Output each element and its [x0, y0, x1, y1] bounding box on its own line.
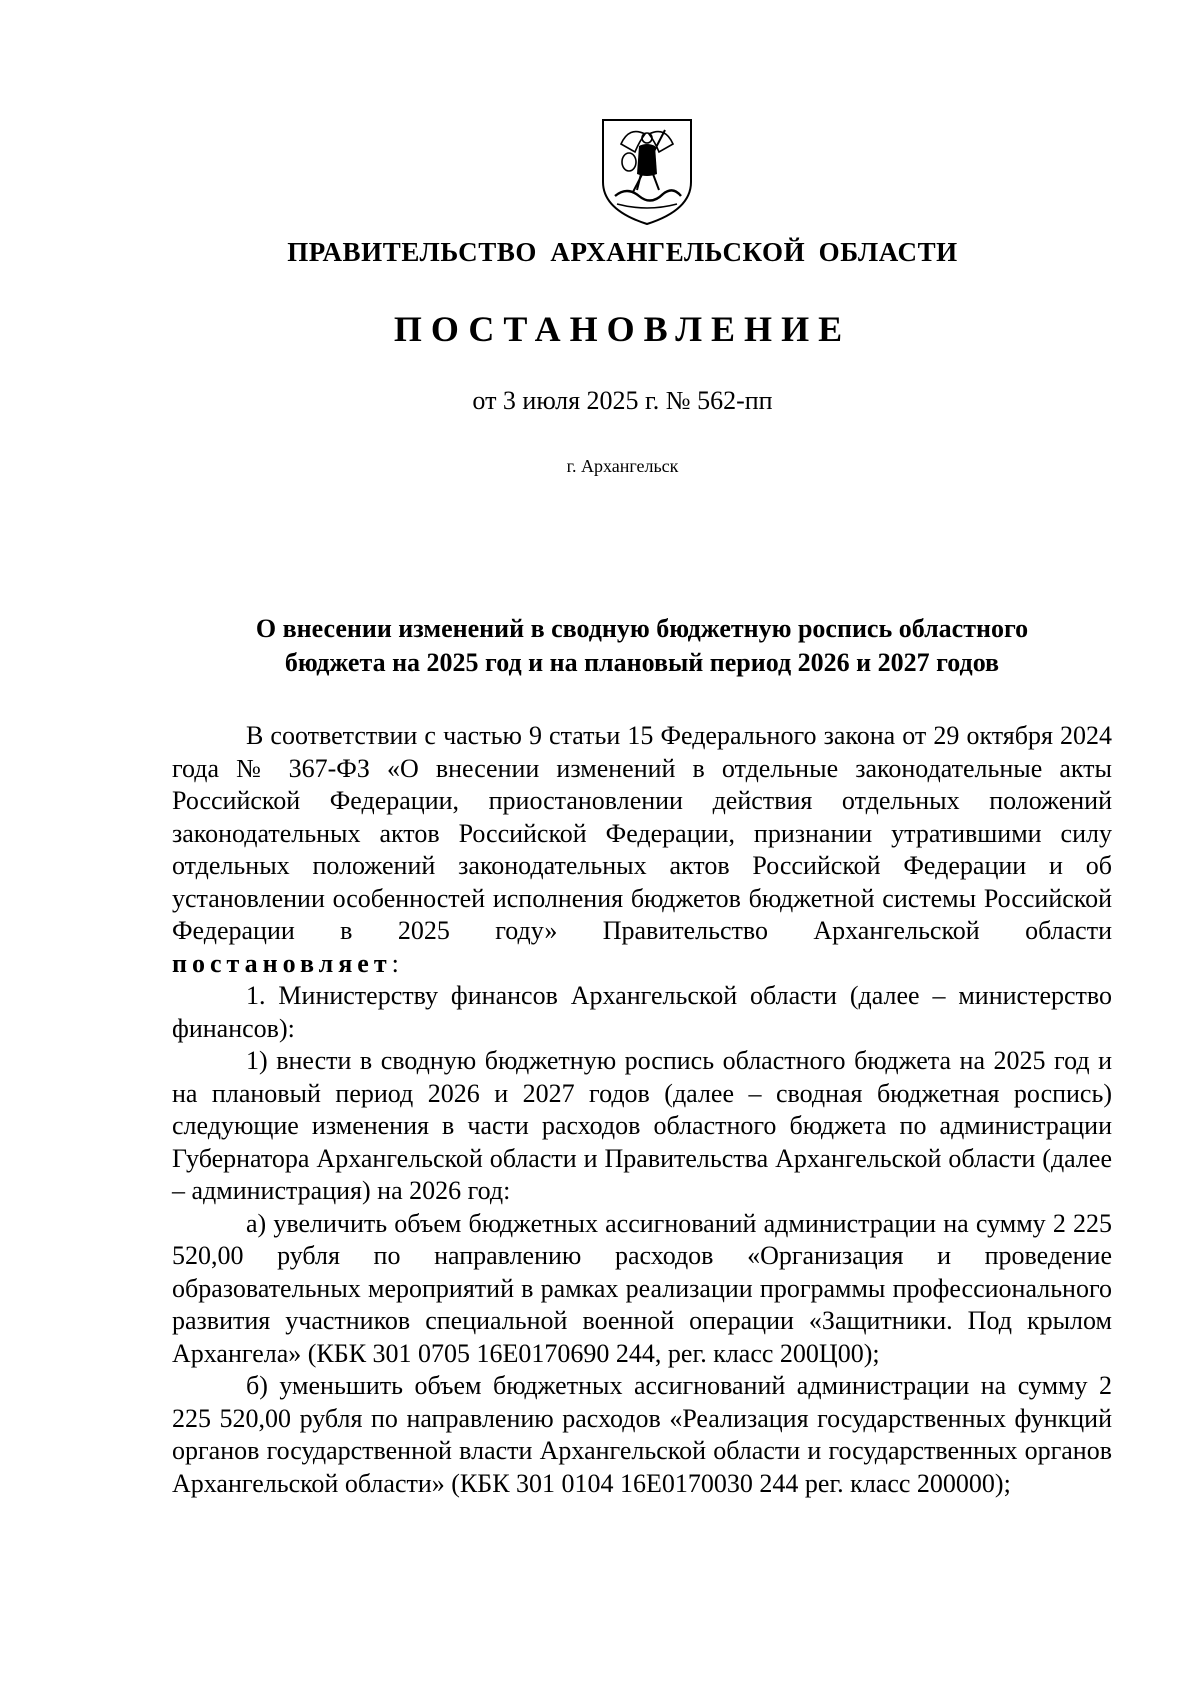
coat-of-arms-icon	[599, 116, 695, 228]
resolves-punct: :	[391, 948, 399, 978]
document-date-number: от 3 июля 2025 г. № 562-пп	[472, 386, 773, 415]
resolves-word: постановляет	[172, 948, 392, 978]
document-title-line: бюджета на 2025 год и на плановый период 2026 и 2027 годов	[284, 648, 1000, 677]
item-1-paragraph: 1. Министерству финансов Архангельской области (далее – министерство финансов):	[172, 981, 1112, 1043]
item-1-1-paragraph: 1) внести в сводную бюджетную роспись областного бюджета на 2025 год и на плановый период 2026 и 2027 годов (далее – сводная бюджетная роспись) следующие изменения в части расходов областного бюджета по администрации Губернатора Архангельской области и Правительства Архангельской области (далее – администрация) на 2026 год:	[172, 1046, 1112, 1205]
item-a-paragraph: а) увеличить объем бюджетных ассигнований администрации на сумму 2 225 520,00 рубля по направлению расходов «Организация и проведение образовательных мероприятий в рамках реализации программы профессионального развития участников специальной военной операции «Защитники. Под крылом Архангела» (КБК 301 0705 16Е0170690 244, рег. класс 200Ц00);	[172, 1208, 1112, 1368]
organization-name: ПРАВИТЕЛЬСТВО АРХАНГЕЛЬСКОЙ ОБЛАСТИ	[287, 237, 958, 267]
document-title	[172, 612, 1112, 680]
item-b-paragraph: б) уменьшить объем бюджетных ассигнований администрации на сумму 2 225 520,00 рубля по направлению расходов «Реализация государственных функций органов государственной власти Архангельской области и государственных органов Архангельской области» (КБК 301 0104 16Е0170030 244 рег. класс 200000);	[172, 1371, 1112, 1498]
preamble-text: В соответствии с частью 9 статьи 15 Федерального закона от 29 октября 2024 года № 367-ФЗ «О внесении изменений в отдельные законодательные акты Российской Федерации, приостановлении действия отдельных положений законодательных актов Российской Федерации, признании утратившими силу отдельных положений законодательных актов Российской Федерации и об установлении особенностей исполнения бюджетов бюджетной системы Российской Федерации в 2025 году» Правительство Архангельской области	[172, 721, 1112, 945]
document-city: г. Архангельск	[566, 456, 679, 476]
document-title-line: О внесении изменений в сводную бюджетную роспись областного	[255, 614, 1029, 643]
preamble-paragraph	[172, 720, 1112, 980]
document-body	[172, 720, 1112, 1500]
document-type: ПОСТАНОВЛЕНИЕ	[393, 309, 852, 349]
